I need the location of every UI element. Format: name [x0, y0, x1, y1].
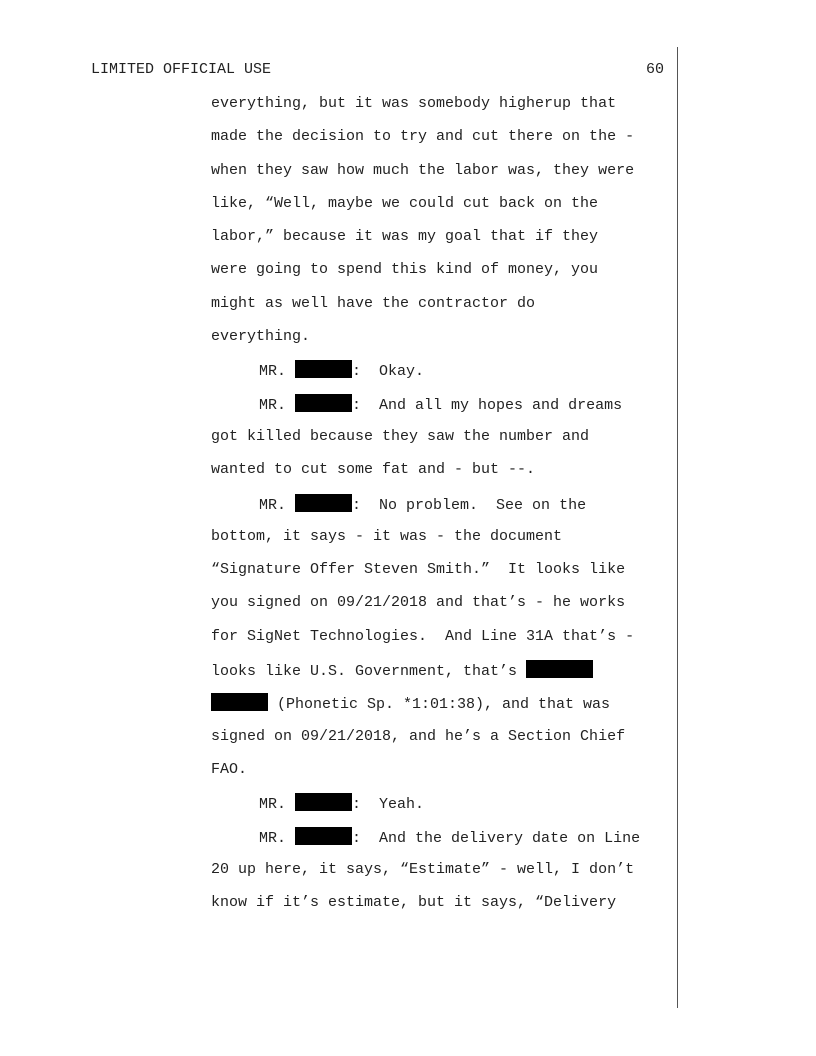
line-text: 20 up here, it says, “Estimate” - well, I don’t: [211, 860, 635, 878]
transcript-line: [0, 494, 680, 527]
line-text: “Signature Offer Steven Smith.” It looks like: [211, 561, 626, 579]
redaction-box: [295, 827, 352, 845]
line-text: labor,” because it was my goal that if they: [211, 228, 599, 246]
line-text: like, “Well, maybe we could cut back on the: [211, 194, 599, 212]
line-text: : And all my hopes and dreams: [352, 396, 623, 414]
line-text: were going to spend this kind of money, you: [211, 261, 599, 279]
line-text: everything, but it was somebody higherup that: [211, 95, 617, 112]
transcript-line: [0, 127, 680, 160]
line-text: : Yeah.: [352, 796, 425, 814]
speaker-title: MR.: [259, 796, 287, 814]
speaker-title: MR.: [259, 363, 287, 381]
transcript-line: [0, 560, 680, 593]
line-text: : No problem. See on the: [352, 496, 587, 514]
line-text: you signed on 09/21/2018 and that’s - he works: [211, 594, 626, 612]
redaction-box: [295, 394, 352, 412]
transcript-line: [0, 294, 680, 327]
transcript-line: [0, 793, 680, 826]
transcript-line: [0, 227, 680, 260]
speaker-line: [259, 394, 622, 416]
transcript-line: [0, 593, 680, 626]
transcript-line: [0, 460, 680, 493]
redaction-box: [295, 793, 352, 811]
transcript-line: [0, 860, 680, 893]
transcript-line: [0, 693, 680, 726]
transcript-line: [0, 194, 680, 227]
line-text: made the decision to try and cut there on the -: [211, 128, 635, 146]
line-text-with-redaction: [211, 693, 610, 715]
transcript-body: [0, 94, 680, 926]
line-text: might as well have the contractor do: [211, 294, 536, 312]
line-text: : Okay.: [352, 363, 425, 381]
transcript-line: [0, 260, 680, 293]
transcript-line: [0, 360, 680, 393]
line-text: wanted to cut some fat and - but --.: [211, 461, 536, 479]
line-text: (Phonetic Sp. *1:01:38), and that was: [268, 696, 611, 714]
transcript-line: [0, 827, 680, 860]
speaker-title: MR.: [259, 396, 287, 414]
speaker-line: [259, 827, 640, 849]
line-text: looks like U.S. Government, that’s: [211, 663, 527, 681]
line-text: when they saw how much the labor was, they were: [211, 161, 635, 179]
line-text: bottom, it says - it was - the document: [211, 527, 563, 545]
speaker-title: MR.: [259, 496, 287, 514]
transcript-line: [0, 893, 680, 926]
line-text: everything.: [211, 328, 311, 346]
redaction-box: [526, 660, 593, 678]
line-text-with-redaction: [211, 660, 593, 682]
line-text: : And the delivery date on Line: [352, 829, 641, 847]
page-number: 60: [646, 61, 665, 78]
redaction-box: [211, 693, 268, 711]
line-text: for SigNet Technologies. And Line 31A that’s -: [211, 627, 635, 645]
transcript-line: [0, 327, 680, 360]
line-text: signed on 09/21/2018, and he’s a Section Chief: [211, 727, 626, 745]
line-text: know if it’s estimate, but it says, “Delivery: [211, 894, 617, 912]
transcript-line: [0, 427, 680, 460]
line-text: FAO.: [211, 760, 248, 778]
transcript-line: [0, 94, 680, 127]
transcript-line: [0, 394, 680, 427]
redaction-box: [295, 494, 352, 512]
line-text: got killed because they saw the number and: [211, 427, 590, 445]
speaker-line: [259, 360, 424, 382]
speaker-line: [259, 793, 424, 815]
transcript-line: [0, 727, 680, 760]
transcript-line: [0, 627, 680, 660]
transcript-line: [0, 760, 680, 793]
speaker-title: MR.: [259, 829, 287, 847]
transcript-line: [0, 527, 680, 560]
classification-header: LIMITED OFFICIAL USE: [91, 61, 272, 78]
speaker-line: [259, 494, 586, 516]
transcript-line: [0, 161, 680, 194]
redaction-box: [295, 360, 352, 378]
transcript-line: [0, 660, 680, 693]
